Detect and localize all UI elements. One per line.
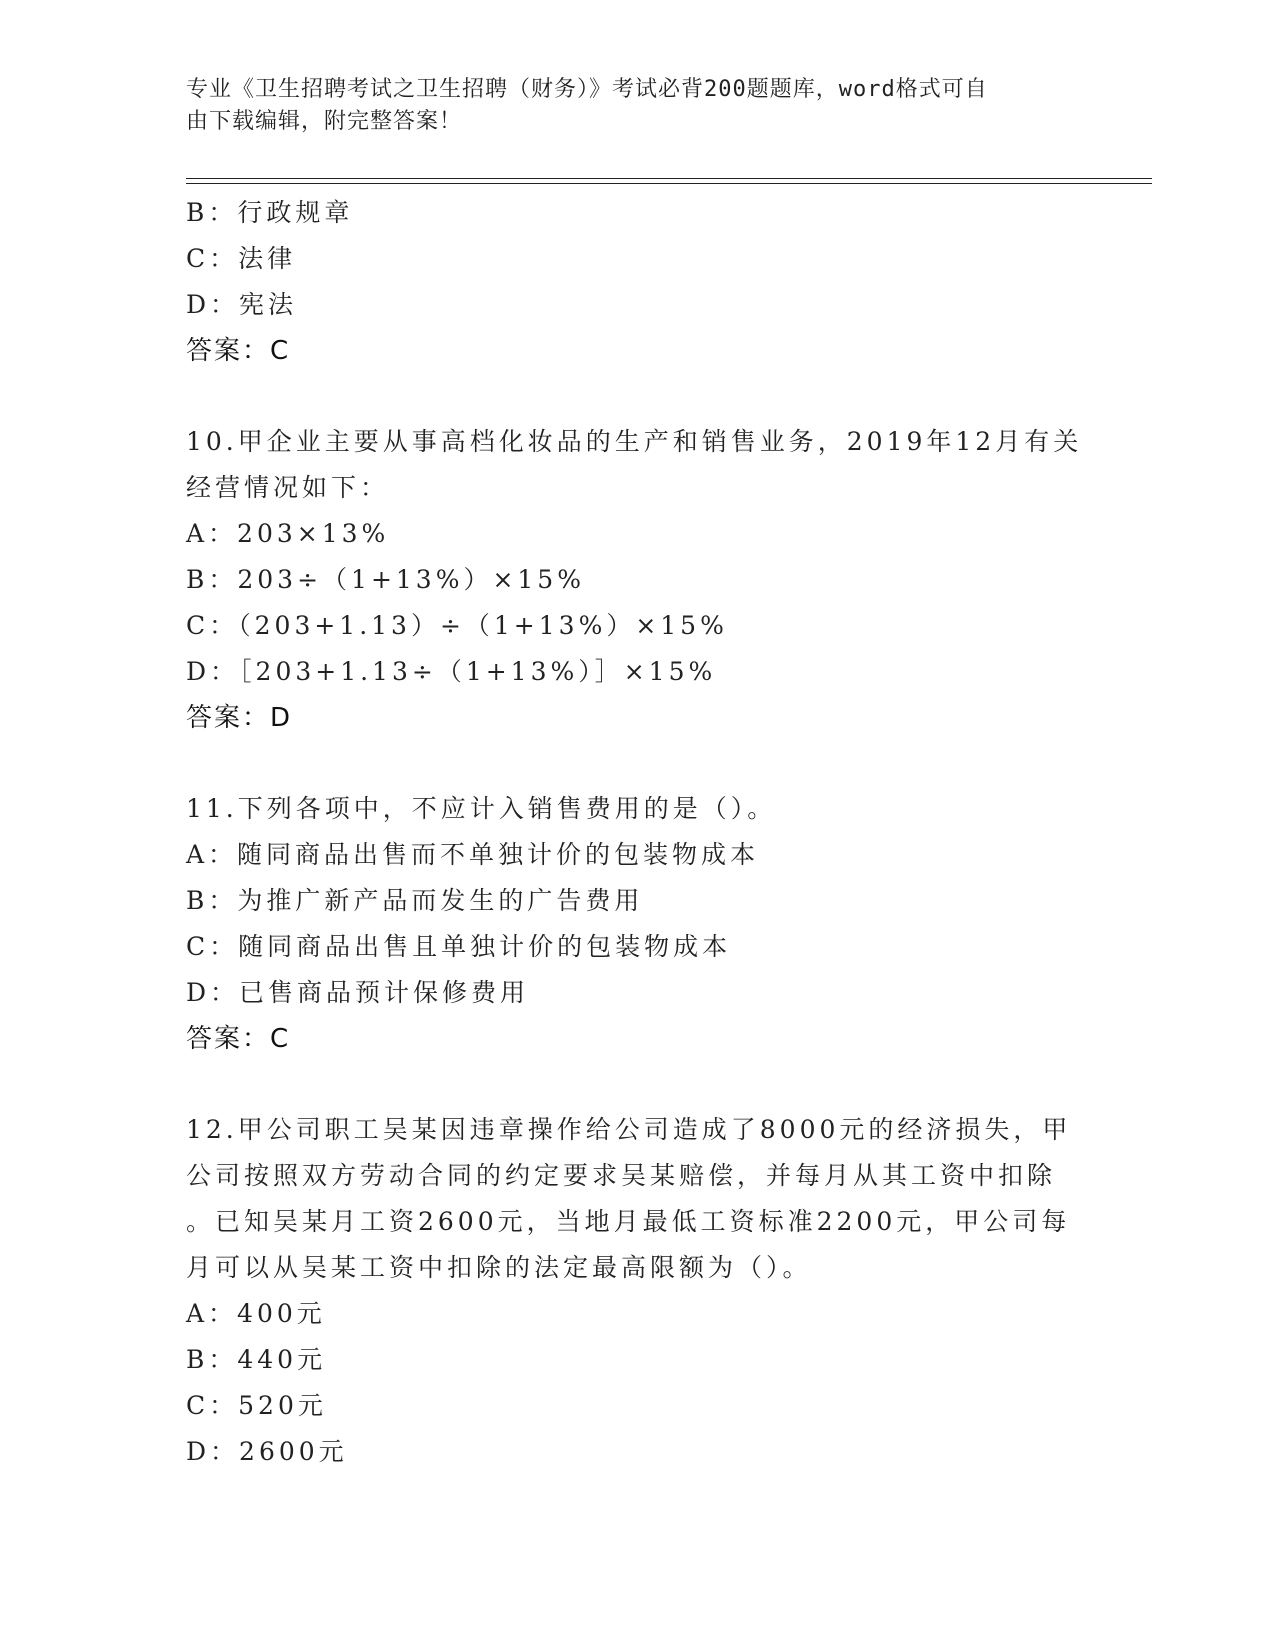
option-c: C：（203+1.13）÷（1+13%）×15% xyxy=(186,611,728,640)
option-a: A：400元 xyxy=(186,1299,326,1328)
option-c: C：520元 xyxy=(186,1391,327,1420)
header-line-2: 由下载编辑，附完整答案！ xyxy=(186,109,463,134)
question-stem-line: 。已知吴某月工资2600元，当地月最低工资标准2200元，甲公司每 xyxy=(186,1207,1071,1236)
question-stem-line: 经营情况如下： xyxy=(186,473,390,502)
question-12 xyxy=(186,1107,1072,1475)
answer: 答案：D xyxy=(186,703,293,733)
question-stem-line: 10.甲企业主要从事高档化妆品的生产和销售业务，2019年12月有关 xyxy=(186,427,1083,456)
question-list xyxy=(186,190,1083,1475)
document-header xyxy=(186,74,1066,138)
answer: 答案：C xyxy=(186,336,291,366)
answer: 答案：C xyxy=(186,1024,291,1054)
option-d: D：宪法 xyxy=(186,290,298,319)
option-a: A：203×13% xyxy=(186,519,390,548)
option-b: B：440元 xyxy=(186,1345,327,1374)
question-9-tail xyxy=(186,190,1066,374)
question-stem-line: 12.甲公司职工吴某因违章操作给公司造成了8000元的经济损失，甲 xyxy=(186,1115,1072,1144)
question-stem-line: 月可以从吴某工资中扣除的法定最高限额为（）。 xyxy=(186,1253,812,1282)
spacer xyxy=(186,741,1066,786)
option-d: D：［203+1.13÷（1+13%）］×15% xyxy=(186,657,717,686)
option-d: D：已售商品预计保修费用 xyxy=(186,978,530,1007)
option-c: C：随同商品出售且单独计价的包装物成本 xyxy=(186,932,732,961)
header-rule-bottom xyxy=(186,183,1152,184)
question-stem-line: 公司按照双方劳动合同的约定要求吴某赔偿，并每月从其工资中扣除 xyxy=(186,1161,1057,1190)
question-stem-line: 11.下列各项中，不应计入销售费用的是（）。 xyxy=(186,794,777,823)
spacer xyxy=(186,374,1066,419)
option-c: C：法律 xyxy=(186,244,297,273)
header-rule-top xyxy=(186,178,1152,179)
spacer xyxy=(186,1062,1066,1107)
question-11 xyxy=(186,786,1066,1062)
option-a: A：随同商品出售而不单独计价的包装物成本 xyxy=(186,840,760,869)
question-10 xyxy=(186,419,1083,741)
header-line-1: 专业《卫生招聘考试之卫生招聘（财务）》考试必背200题题库，word格式可自 xyxy=(186,77,988,102)
option-b: B：为推广新产品而发生的广告费用 xyxy=(186,886,644,915)
option-b: B：行政规章 xyxy=(186,198,354,227)
option-b: B：203÷（1+13%）×15% xyxy=(186,565,585,594)
option-d: D：2600元 xyxy=(186,1437,348,1466)
